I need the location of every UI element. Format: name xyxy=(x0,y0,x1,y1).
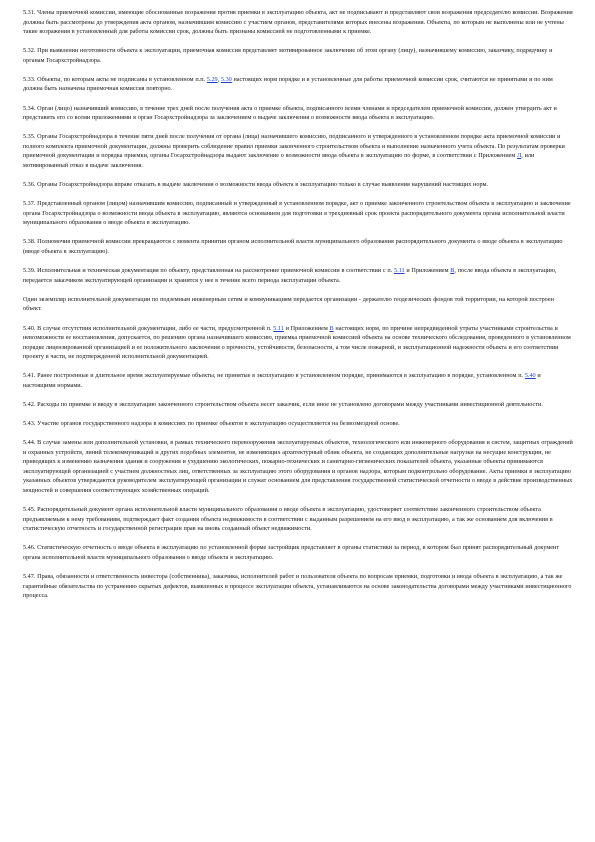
reference-link[interactable]: 5.30 xyxy=(220,75,232,83)
paragraph-text: 5.36. Органы Госархстройнадзора вправе отказать в выдаче заключения о возможности ввода объекта в эксплуатацию только в случае выявления нарушений настоящих норм. xyxy=(23,181,488,189)
paragraph-text: 5.39. Исполнительная и техническая документация по объекту, представленная на рассмотрение приемочной комиссии в соответствии с п. xyxy=(23,267,394,275)
reference-link[interactable]: В xyxy=(329,324,334,332)
paragraph-text: 5.38. Полномочия приемочной комиссии прекращаются с момента принятия органом исполнительной власти муниципального образования распорядительного документа о вводе объекта в эксплуатацию (вводе объекта в эксплуатацию). xyxy=(23,238,563,255)
paragraph-text: 5.42. Расходы по приемке и вводу в эксплуатацию законченного строительством объекта несет заказчик, если иное не установлено договорами между участниками инвестиционной деятельности. xyxy=(23,400,543,408)
paragraph-5-46 xyxy=(23,543,573,562)
reference-link[interactable]: 5.40 xyxy=(524,372,536,380)
paragraph-5-39b xyxy=(23,295,573,314)
paragraph-text: и Приложением xyxy=(404,267,451,275)
paragraph-text: 5.32. При выявлении неготовности объекта к эксплуатации, приемочная комиссия представляет мотивированное заключение об этом органу (лицу), назначившему комиссию, заказчику, подрядчику и органам Госархстройнадзора. xyxy=(23,47,553,64)
paragraph-text: 5.37. Представленный органом (лицом) назначившим комиссию, подписанный и утвержденный в установленном порядке, акт о приемке законченного строительством объекта в эксплуатацию и заключение органа Госархстройнадзора о возможности ввода объекта в эксплуатацию, являются основанием для подготовки в трехдневный срок проекта распорядительного документа органа исполнительной власти муниципального образования о вводе объекта в эксплуатацию. xyxy=(23,200,571,227)
paragraph-text: 5.41. Ранее построенные и длительное время эксплуатируемые объекты, не принятые в эксплуатацию в установленном порядке, принимаются в эксплуатацию в порядке, установленном п. xyxy=(23,372,525,380)
paragraph-text: 5.47. Права, обязанности и ответственность инвестора (собственника), заказчика, исполнителей работ и пользователя объекта по вопросам приемки, подготовки и ввода объекта в эксплуатацию, а так же гарантийные обязательства по устранению скрытых дефектов, выявленных в процессе эксплуатации объекта, устанавливаются на основе законодательства договорами между участниками инвестиционного процесса. xyxy=(23,573,572,600)
reference-link[interactable]: В xyxy=(450,267,455,275)
paragraph-5-33 xyxy=(23,75,573,94)
paragraph-5-37 xyxy=(23,199,573,228)
reference-link[interactable]: 5.29 xyxy=(206,75,218,83)
paragraph-text: 5.46. Статистическую отчетность о вводе объекта в эксплуатацию по установленной форме застройщик представляет в органы статистики за период, в котором был принят распорядительный документ органа исполнительной власти муниципального образования о вводе объекта в эксплуатацию. xyxy=(23,544,560,561)
paragraph-5-32 xyxy=(23,46,573,65)
paragraph-text: 5.43. Участие органов государственного надзора в комиссиях по приемке объектов в эксплуатацию осуществляется на безвозмездной основе. xyxy=(23,420,400,428)
paragraph-text: настоящих норм, по причине непредвиденной утраты участниками строительства и невозможности ее восстановления, допускается, по решению органа назначившего комиссию, приемка приемочной комиссией объекта на основе технического обследования, проведенного в установленном порядке лицензированной организацией и ее положительного заключения о прочности, устойчивости, безопасности, а том числе пожарной, и эксплуатационной надежности объекта и его соответствии проекту в части, не подтвержденной исполнительной документацией. xyxy=(23,324,571,361)
paragraph-5-34 xyxy=(23,104,573,123)
paragraph-text: 5.34. Орган (лицо) назначивший комиссию, в течение трех дней после получения акта о приемке объекта, подписанного всеми членами и председателем приемочной комиссии, должен утвердить акт и представить его со всеми приложениями в орган Госархстройнадзора за заключением о выдаче заключения о возможности ввода объекта в эксплуатацию. xyxy=(23,104,557,122)
paragraph-text: 5.35. Органы Госархстройнадзора в течение пяти дней после получения от органа (лица) назначившего комиссию, подписанного и утвержденного в установленном порядке акта приемочной комиссии и полного комплекта приемочной документации, должны проверить соблюдение правил приемки законченного строительством объекта и выполнение назначенного учета объекта. По результатам проверки приемочной документации и порядка приемки, органы Госархстройнадзора выдают заключение о возможности ввода объекта в эксплуатацию по форме, в соответствии с Приложением xyxy=(23,133,565,160)
paragraph-text: 5.31. Члены приемочной комиссии, имеющие обоснованные возражения против приемки в эксплуатацию объекта, акт не подписывают и представляют свои возражения председателю комиссии. Возражения должны быть рассмотрены до утверждения акта органом, назначившим комиссию с участием органов, представителями которых внесены возражения. Объекты, по которым не выполнены или не учтены такие возражения в установленный для работы комиссии срок, должны быть признаны комиссией не подготовленными к приемке. xyxy=(23,9,573,36)
paragraph-5-38 xyxy=(23,237,573,256)
paragraph-5-43 xyxy=(23,419,573,429)
paragraph-text: Один экземпляр исполнительной документации по подземным инженерным сетям и коммуникациям передается организации - держателю геодезических фондов той территории, на которой построен объект. xyxy=(23,295,554,313)
paragraph-5-36 xyxy=(23,180,573,190)
paragraph-text: 5.45. Распорядительный документ органа исполнительной власти муниципального образования о вводе объекта в эксплуатацию, удостоверяет соответствие законченного строительством объекта предъявляемым к нему требованиям, подтверждает факт создания объекта недвижимости в соответствии с выданным разрешением на его ввод в эксплуатацию, а так же основанием для включения в статистическую отчетность и государственной регистрации прав на вновь созданный объект недвижимости. xyxy=(23,506,553,533)
reference-link[interactable]: 5.11 xyxy=(393,267,405,275)
paragraph-5-42 xyxy=(23,400,573,410)
paragraph-text: 5.44. В случае замены или дополнительной установки, в рамках технического перевооружения эксплуатируемых объектов, технологического или инженерного оборудования и систем, защитных ограждений и охранных устройств, линий телекоммуникаций и других подобных элементов, не изменяющих архитектурный облик объекта, не создающих дополнительные нагрузки на несущие конструкции, не приводящих к изменению назначения здания и сооружения и ухудшению экологических, пожарно-технических и санитарно-гигиенических показателей объекта, указанные объекты принимаются эксплуатирующей организацией с участием должностных лиц, ответственных за эксплуатацию этого оборудования и органов надзора, которым подконтрольно оборудование. Акты приемки в эксплуатацию указанных объектов утверждаются руководителем эксплуатирующей организации и служат основанием для представления государственной статистической отчетности о вводе в действие производственных мощностей и совершения соответствующих хозяйственных операций. xyxy=(23,439,573,494)
paragraph-5-44 xyxy=(23,438,573,495)
paragraph-text: и Приложением xyxy=(283,324,330,332)
reference-link[interactable]: Л xyxy=(517,152,522,160)
paragraph-5-41 xyxy=(23,371,573,390)
paragraph-5-47 xyxy=(23,572,573,601)
paragraph-text: 5.40. В случае отсутствия исполнительной документации, либо ее части, предусмотренной п. xyxy=(23,324,274,332)
paragraph-5-45 xyxy=(23,505,573,534)
reference-link[interactable]: 5.11 xyxy=(273,324,284,332)
paragraph-text: , или мотивированный отказ в выдаче заключения. xyxy=(23,152,535,169)
paragraph-5-35 xyxy=(23,132,573,170)
paragraph-text: 5.33. Объекты, по которым акты не подписаны в установленном п.п. xyxy=(23,75,207,83)
paragraph-text: , xyxy=(217,75,221,83)
paragraph-5-31 xyxy=(23,8,573,37)
paragraph-text: настоящих норм порядке и в установленные для работы приемочной комиссии срок, считаются не принятыми и по ним должна быть назначена приемочная комиссия повторно. xyxy=(23,75,553,93)
paragraph-5-40 xyxy=(23,324,573,362)
paragraph-text: , после ввода объекта в эксплуатацию, передается заказчиком эксплуатирующей организации и хранится у нее в течение всего периода эксплуатации объекта. xyxy=(23,267,557,284)
paragraph-5-39 xyxy=(23,266,573,285)
paragraph-text: и настоящими нормами. xyxy=(23,372,541,389)
